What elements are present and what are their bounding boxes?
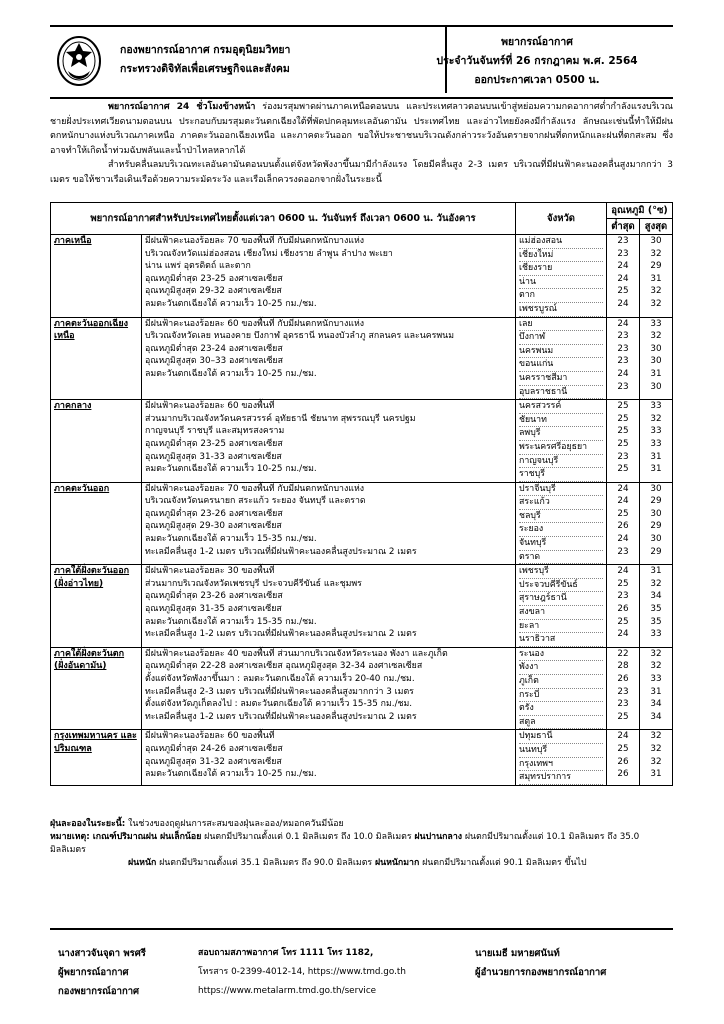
province-name: จันทบุรี <box>519 537 603 551</box>
forecast-line: บริเวณจังหวัดนครนายก สระแก้ว ระยอง จันทบุรี และตราด <box>145 496 366 507</box>
table-head-province: จังหวัด <box>516 203 607 235</box>
temp-max: 31 <box>650 566 662 577</box>
province-name: นครสวรรค์ <box>519 400 603 414</box>
region-forecast <box>142 400 516 483</box>
province-list <box>516 400 607 483</box>
temp-min-list <box>607 317 640 400</box>
title-block <box>407 33 667 90</box>
temp-min: 24 <box>617 318 629 329</box>
region-forecast <box>142 235 516 318</box>
temp-max-list <box>640 235 673 318</box>
forecast-line: มีฝนฟ้าคะนองร้อยละ 40 ของพื้นที่ ส่วนมากบริเวณจังหวัดระนอง พังงา และภูเก็ต <box>145 648 448 659</box>
temp-max: 30 <box>650 483 662 494</box>
org-block <box>120 41 290 79</box>
province-name: นครพนม <box>519 345 603 359</box>
temp-min: 24 <box>617 496 629 507</box>
forecast-line: มีฝนฟ้าคะนองร้อยละ 60 ของพื้นที่ กับมีฝนตกหนักบางแห่ง <box>145 318 365 329</box>
province-name: ระนอง <box>519 648 603 662</box>
temp-max: 29 <box>650 546 662 557</box>
forecast-line: กาญจนบุรี ราชบุรี และสมุทรสงคราม <box>145 426 285 437</box>
province-name: ยะลา <box>519 620 603 634</box>
forecast-line: อุณหภูมิต่ำสุด 22-28 องศาเซลเซียส อุณหภูมิสูงสุด 32-34 องศาเซลเซียส <box>145 661 423 672</box>
forecast-line: อุณหภูมิต่ำสุด 23-26 องศาเซลเซียส <box>145 508 283 519</box>
temp-min-list <box>607 482 640 565</box>
province-name: ปราจีนบุรี <box>519 483 603 497</box>
forecast-line: อุณหภูมิต่ำสุด 23-24 องศาเซลเซียส <box>145 343 283 354</box>
forecast-line: ลมตะวันตกเฉียงใต้ ความเร็ว 10-25 กม./ชม. <box>145 298 317 309</box>
province-name: บึงกาฬ <box>519 331 603 345</box>
temp-min: 26 <box>617 604 629 615</box>
forecast-line: บริเวณจังหวัดเลย หนองคาย บึงกาฬ อุดรธานี หนองบัวลำภู สกลนคร และนครพนม <box>145 331 454 342</box>
intro-lead-bold: พยากรณ์อากาศ 24 ชั่วโมงข้างหน้า <box>108 102 256 112</box>
region-row <box>51 482 673 565</box>
temp-max: 30 <box>650 343 662 354</box>
forecast-line: ตั้งแต่จังหวัดพังงาขึ้นมา : ลมตะวันตกเฉียงใต้ ความเร็ว 20-40 กม./ชม. <box>145 674 415 684</box>
region-name: กรุงเทพมหานคร และปริมณฑล <box>51 730 142 785</box>
region-row <box>51 400 673 483</box>
notes <box>50 818 673 870</box>
table-head-temp: อุณหภูมิ (°ซ) <box>607 203 673 219</box>
province-name: เพชรบุรี <box>519 565 603 579</box>
temp-max: 33 <box>650 438 662 449</box>
temp-min: 24 <box>617 483 629 494</box>
temp-min: 23 <box>617 331 629 342</box>
temp-max: 33 <box>650 426 662 437</box>
temp-min: 26 <box>617 521 629 532</box>
forecast-line: น่าน แพร่ อุตรดิตถ์ และตาก <box>145 261 251 272</box>
forecast-line: อุณหภูมิสูงสุด 30–33 องศาเซลเซียส <box>145 356 283 367</box>
temp-min: 24 <box>617 273 629 284</box>
temp-min: 24 <box>617 731 629 742</box>
contact-phone: สอบถามสภาพอากาศ โทร 1111 โทร 1182, <box>198 948 374 958</box>
province-list <box>516 317 607 400</box>
vheavy-text: ฝนตกมีปริมาณตั้งแต่ 90.1 มิลลิเมตร ขึ้นไป <box>419 858 587 868</box>
province-name: สตูล <box>519 716 603 730</box>
province-list <box>516 730 607 785</box>
region-forecast <box>142 482 516 565</box>
province-name: น่าน <box>519 276 603 290</box>
forecast-line: ลมตะวันตกเฉียงใต้ ความเร็ว 15-35 กม./ชม. <box>145 534 317 545</box>
table-head-min: ต่ำสุด <box>607 219 640 235</box>
region-name: ภาคใต้ฝั่งตะวันตก (ฝั่งอันดามัน) <box>51 647 142 730</box>
temp-min: 24 <box>617 261 629 272</box>
heavy-label: ฝนหนัก <box>128 858 157 868</box>
temp-min: 25 <box>617 464 629 475</box>
region-row <box>51 317 673 400</box>
doc-date: ประจำวันจันทร์ที่ 26 กรกฎาคม พ.ศ. 2564 <box>436 55 638 67</box>
region-row <box>51 647 673 730</box>
intro-lead-text: ร่องมรสุมพาดผ่านภาคเหนือตอนบน และประเทศลาวตอนบนเข้าสู่หย่อมความกดอากาศต่ำกำลังแรงบริเวณชายฝั่งประเทศเวียดนามตอนบน ประกอบกับมรสุมตะวันตกเฉียงใต้ที่พัดปกคลุมทะเลอันดามัน ประเทศไทย และอ่าวไทยยังคงมีกำลังแรง ลักษณะเช่นนี้ทำให้มีฝนตกหนักบางแห่งบริเวณภาคเหนือ ภาคตะวันออกเฉียงเหนือ และภาคตะวันออก ขอให้ประชาชนบริเวณดังกล่าวระวังอันตรายจากฝนที่ตกหนักและฝนที่ตกสะสม ซึ่งอาจทำให้เกิดน้ำท่วมฉับพลันและน้ำป่าไหลหลากได้ <box>50 102 674 156</box>
temp-max-list <box>640 400 673 483</box>
remark-text1: ฝนตกมีปริมาณตั้งแต่ 0.1 มิลลิเมตร ถึง 10.0 มิลลิเมตร <box>201 832 412 842</box>
province-name: แม่ฮ่องสอน <box>519 235 603 249</box>
forecast-line: ส่วนมากบริเวณจังหวัดนครสวรรค์ อุทัยธานี ชัยนาท สุพรรณบุรี นครปฐม <box>145 413 416 424</box>
province-name: สุราษฎร์ธานี <box>519 592 603 606</box>
forecaster-role: ผู้พยากรณ์อากาศ <box>58 967 129 978</box>
temp-min: 24 <box>617 298 629 309</box>
temp-min: 25 <box>617 401 629 412</box>
temp-max: 31 <box>650 368 662 379</box>
vheavy-label: ฝนหนักมาก <box>374 858 420 868</box>
temp-max: 29 <box>650 521 662 532</box>
forecast-line: ตั้งแต่จังหวัดภูเก็ตลงไป : ลมตะวันตกเฉียงใต้ ความเร็ว 15-35 กม./ชม. <box>145 699 413 710</box>
province-name: ชลบุรี <box>519 510 603 524</box>
forecast-line: บริเวณจังหวัดแม่ฮ่องสอน เชียงใหม่ เชียงราย ลำพูน ลำปาง พะเยา <box>145 248 393 259</box>
province-name: นนทบุรี <box>519 744 603 758</box>
province-name: เพชรบูรณ์ <box>519 303 603 317</box>
remark-mid-label: ฝนปานกลาง <box>414 832 463 842</box>
forecast-line: อุณหภูมิสูงสุด 31-32 องศาเซลเซียส <box>145 756 282 767</box>
temp-min-list <box>607 647 640 730</box>
temp-max: 32 <box>650 743 662 754</box>
temp-min: 26 <box>617 674 629 684</box>
forecast-line: มีฝนฟ้าคะนองร้อยละ 70 ของพื้นที่ กับมีฝนตกหนักบางแห่ง <box>145 483 365 494</box>
org-line1: กองพยากรณ์อากาศ กรมอุตุนิยมวิทยา <box>120 44 291 56</box>
temp-min: 23 <box>617 699 629 710</box>
intro-sea-text: สำหรับคลื่นลมบริเวณทะเลอันดามันตอนบนตั้งแต่จังหวัดพังงาขึ้นมามีกำลังแรง โดยมีคลื่นสูง 2-3 เมตร บริเวณที่มีฝนฟ้าคะนองคลื่นสูงมากกว่า 3 เมตร ขอให้ชาวเรือเดินเรือด้วยความระมัดระวัง และเรือเล็กควรงดออกจากฝั่งในระยะนี้ <box>50 160 673 185</box>
temp-max: 31 <box>650 451 662 462</box>
temp-min-list <box>607 235 640 318</box>
director-name: นายเมธี มหายศนันท์ <box>475 948 560 959</box>
temp-min: 23 <box>617 546 629 557</box>
temp-max-list <box>640 482 673 565</box>
forecast-line: อุณหภูมิต่ำสุด 23-26 องศาเซลเซียส <box>145 591 283 602</box>
table-head-forecast: พยากรณ์อากาศสำหรับประเทศไทยตั้งแต่เวลา 0600 น. วันจันทร์ ถึงเวลา 0600 น. วันอังคาร <box>51 203 516 235</box>
temp-max: 29 <box>650 261 662 272</box>
remark-label: หมายเหตุ: เกณฑ์ปริมาณฝน ฝนเล็กน้อย <box>50 832 202 842</box>
temp-max: 32 <box>650 731 662 742</box>
temp-max-list <box>640 317 673 400</box>
province-list <box>516 235 607 318</box>
doc-title: พยากรณ์อากาศ <box>501 36 573 48</box>
temp-min: 26 <box>617 756 629 767</box>
temp-max: 32 <box>650 648 662 659</box>
province-name: ราชบุรี <box>519 468 603 482</box>
temp-min: 24 <box>617 368 629 379</box>
temp-max: 32 <box>650 578 662 589</box>
temp-min: 22 <box>617 648 629 659</box>
forecast-line: อุณหภูมิต่ำสุด 23-25 องศาเซลเซียส <box>145 438 283 449</box>
forecast-line: มีฝนฟ้าคะนองร้อยละ 60 ของพื้นที่ <box>145 731 275 742</box>
forecast-line: มีฝนฟ้าคะนองร้อยละ 60 ของพื้นที่ <box>145 401 275 412</box>
forecast-line: อุณหภูมิสูงสุด 29-32 องศาเซลเซียส <box>145 286 282 297</box>
province-name: สระแก้ว <box>519 496 603 510</box>
temp-min: 23 <box>617 248 629 259</box>
temp-min: 28 <box>617 661 629 672</box>
forecast-body <box>51 235 673 786</box>
temp-min: 23 <box>617 686 629 697</box>
region-name: ภาคตะวันออก <box>51 482 142 565</box>
temp-min: 25 <box>617 413 629 424</box>
province-name: กรุงเทพฯ <box>519 758 603 772</box>
temp-min: 25 <box>617 743 629 754</box>
temp-min: 25 <box>617 616 629 627</box>
temp-max: 29 <box>650 496 662 507</box>
forecast-line: ทะเลมีคลื่นสูง 2-3 เมตร บริเวณที่มีฝนฟ้าคะนองคลื่นสูงมากกว่า 3 เมตร <box>145 686 414 697</box>
contact-url: https://www.metalarm.tmd.go.th/service <box>198 986 377 996</box>
heavy-text: ฝนตกมีปริมาณตั้งแต่ 35.1 มิลลิเมตร ถึง 90.0 มิลลิเมตร <box>156 858 373 868</box>
region-forecast <box>142 647 516 730</box>
region-name: ภาคกลาง <box>51 400 142 483</box>
intro-text <box>50 100 673 188</box>
region-name: ภาคใต้ฝั่งตะวันออก (ฝั่งอ่าวไทย) <box>51 565 142 648</box>
forecaster-block <box>58 944 146 1001</box>
province-name: สมุทรปราการ <box>519 771 603 785</box>
province-name: พระนครศรีอยุธยา <box>519 441 603 455</box>
dust-text: ในช่วงของฤดูฝนการสะสมของฝุ่นละออง/หมอกควันมีน้อย <box>125 819 344 829</box>
province-name: ภูเก็ต <box>519 675 603 689</box>
forecast-line: ทะเลมีคลื่นสูง 1-2 เมตร บริเวณที่มีฝนฟ้าคะนองคลื่นสูงประมาณ 2 เมตร <box>145 711 417 722</box>
director-role: ผู้อำนวยการกองพยากรณ์อากาศ <box>475 967 607 978</box>
remark-text2: ฝนตกมีปริมาณตั้งแต่ 10.1 มิลลิเมตร ถึง 35.0 มิลลิเมตร <box>50 832 640 855</box>
province-name: เชียงใหม่ <box>519 249 603 263</box>
temp-max: 32 <box>650 286 662 297</box>
contact-block <box>198 944 406 1001</box>
forecast-line: ลมตะวันตกเฉียงใต้ ความเร็ว 10-25 กม./ชม. <box>145 464 317 475</box>
temp-max: 31 <box>650 464 662 475</box>
temp-min-list <box>607 565 640 648</box>
table-head-max: สูงสุด <box>640 219 673 235</box>
forecast-line: มีฝนฟ้าคะนองร้อยละ 70 ของพื้นที่ กับมีฝนตกหนักบางแห่ง <box>145 236 365 246</box>
province-name: เลย <box>519 318 603 332</box>
temp-min: 23 <box>617 343 629 354</box>
temp-min-list <box>607 730 640 785</box>
forecast-line: ทะเลมีคลื่นสูง 1-2 เมตร บริเวณที่มีฝนฟ้าคะนองคลื่นสูงประมาณ 2 เมตร <box>145 546 417 557</box>
temp-max: 35 <box>650 616 662 627</box>
forecast-table <box>50 202 673 786</box>
temp-max-list <box>640 647 673 730</box>
region-row <box>51 235 673 318</box>
province-list <box>516 482 607 565</box>
temp-min: 23 <box>617 356 629 367</box>
temp-min: 23 <box>617 381 629 392</box>
province-name: นครราชสีมา <box>519 372 603 386</box>
temp-max: 32 <box>650 756 662 767</box>
temp-min: 25 <box>617 711 629 722</box>
temp-max: 32 <box>650 661 662 672</box>
temp-max: 31 <box>650 769 662 780</box>
region-row <box>51 565 673 648</box>
forecast-line: อุณหภูมิต่ำสุด 24-26 องศาเซลเซียส <box>145 743 283 754</box>
footer <box>50 928 673 1000</box>
region-name: ภาคตะวันออกเฉียงเหนือ <box>51 317 142 400</box>
forecast-line: อุณหภูมิต่ำสุด 23-25 องศาเซลเซียส <box>145 273 283 284</box>
temp-max: 33 <box>650 674 662 684</box>
province-name: ตรัง <box>519 702 603 716</box>
province-name: กระบี่ <box>519 689 603 703</box>
dust-label: ฝุ่นละอองในระยะนี้: <box>50 819 126 829</box>
contact-fax: โทรสาร 0-2399-4012-14, https://www.tmd.go.th <box>198 967 406 977</box>
temp-max: 33 <box>650 629 662 640</box>
province-name: กาญจนบุรี <box>519 455 603 469</box>
temp-max: 34 <box>650 699 662 710</box>
region-forecast <box>142 565 516 648</box>
temp-min: 24 <box>617 629 629 640</box>
temp-max: 32 <box>650 298 662 309</box>
temp-max: 33 <box>650 318 662 329</box>
forecast-line: อุณหภูมิสูงสุด 31-35 องศาเซลเซียส <box>145 604 282 615</box>
director-block <box>475 944 606 982</box>
province-name: ตราด <box>519 551 603 565</box>
temp-max-list <box>640 730 673 785</box>
temp-max: 30 <box>650 534 662 545</box>
tmd-seal-icon <box>56 35 102 87</box>
forecast-line: ลมตะวันตกเฉียงใต้ ความเร็ว 15-35 กม./ชม. <box>145 616 317 627</box>
temp-max: 30 <box>650 356 662 367</box>
temp-max: 30 <box>650 236 662 246</box>
province-name: ชัยนาท <box>519 414 603 428</box>
temp-max: 34 <box>650 591 662 602</box>
region-row <box>51 730 673 785</box>
province-list <box>516 647 607 730</box>
province-name: ปทุมธานี <box>519 730 603 744</box>
temp-min: 24 <box>617 534 629 545</box>
header <box>50 25 673 99</box>
forecast-line: ทะเลมีคลื่นสูง 1-2 เมตร บริเวณที่มีฝนฟ้าคะนองคลื่นสูงประมาณ 2 เมตร <box>145 629 417 640</box>
forecast-line: มีฝนฟ้าคะนองร้อยละ 30 ของพื้นที่ <box>145 566 275 577</box>
temp-min: 23 <box>617 236 629 246</box>
temp-max: 33 <box>650 401 662 412</box>
temp-min: 24 <box>617 566 629 577</box>
province-name: ขอนแก่น <box>519 358 603 372</box>
temp-min: 23 <box>617 591 629 602</box>
temp-max: 34 <box>650 711 662 722</box>
region-forecast <box>142 730 516 785</box>
temp-min: 26 <box>617 769 629 780</box>
province-name: อุบลราชธานี <box>519 386 603 400</box>
temp-max: 32 <box>650 331 662 342</box>
temp-max: 35 <box>650 604 662 615</box>
region-forecast <box>142 317 516 400</box>
province-name: ระยอง <box>519 523 603 537</box>
province-name: ตาก <box>519 289 603 303</box>
province-name: เชียงราย <box>519 262 603 276</box>
temp-max: 31 <box>650 273 662 284</box>
temp-max: 31 <box>650 686 662 697</box>
temp-min: 25 <box>617 286 629 297</box>
temp-min: 25 <box>617 578 629 589</box>
province-name: ประจวบคีรีขันธ์ <box>519 579 603 593</box>
temp-min: 25 <box>617 438 629 449</box>
forecaster-name: นางสาวจันจุดา พรศรี <box>58 948 146 959</box>
province-name: ลพบุรี <box>519 427 603 441</box>
forecaster-dept: กองพยากรณ์อากาศ <box>58 986 140 997</box>
org-line2: กระทรวงดิจิทัลเพื่อเศรษฐกิจและสังคม <box>120 63 290 75</box>
temp-max: 30 <box>650 381 662 392</box>
temp-min: 25 <box>617 426 629 437</box>
forecast-line: อุณหภูมิสูงสุด 31-33 องศาเซลเซียส <box>145 451 282 462</box>
province-name: สงขลา <box>519 606 603 620</box>
doc-issued: ออกประกาศเวลา 0500 น. <box>474 74 600 86</box>
province-name: พังงา <box>519 661 603 675</box>
forecast-line: ลมตะวันตกเฉียงใต้ ความเร็ว 10-25 กม./ชม. <box>145 769 317 780</box>
temp-min: 23 <box>617 451 629 462</box>
temp-max: 32 <box>650 248 662 259</box>
temp-min-list <box>607 400 640 483</box>
province-name: นราธิวาส <box>519 633 603 647</box>
province-list <box>516 565 607 648</box>
forecast-line: ลมตะวันตกเฉียงใต้ ความเร็ว 10-25 กม./ชม. <box>145 368 317 379</box>
forecast-line: อุณหภูมิสูงสุด 29-30 องศาเซลเซียส <box>145 521 282 532</box>
region-name: ภาคเหนือ <box>51 235 142 318</box>
forecast-line: ส่วนมากบริเวณจังหวัดเพชรบุรี ประจวบคีรีขันธ์ และชุมพร <box>145 578 362 589</box>
temp-max-list <box>640 565 673 648</box>
temp-max: 32 <box>650 413 662 424</box>
temp-max: 30 <box>650 508 662 519</box>
temp-min: 25 <box>617 508 629 519</box>
